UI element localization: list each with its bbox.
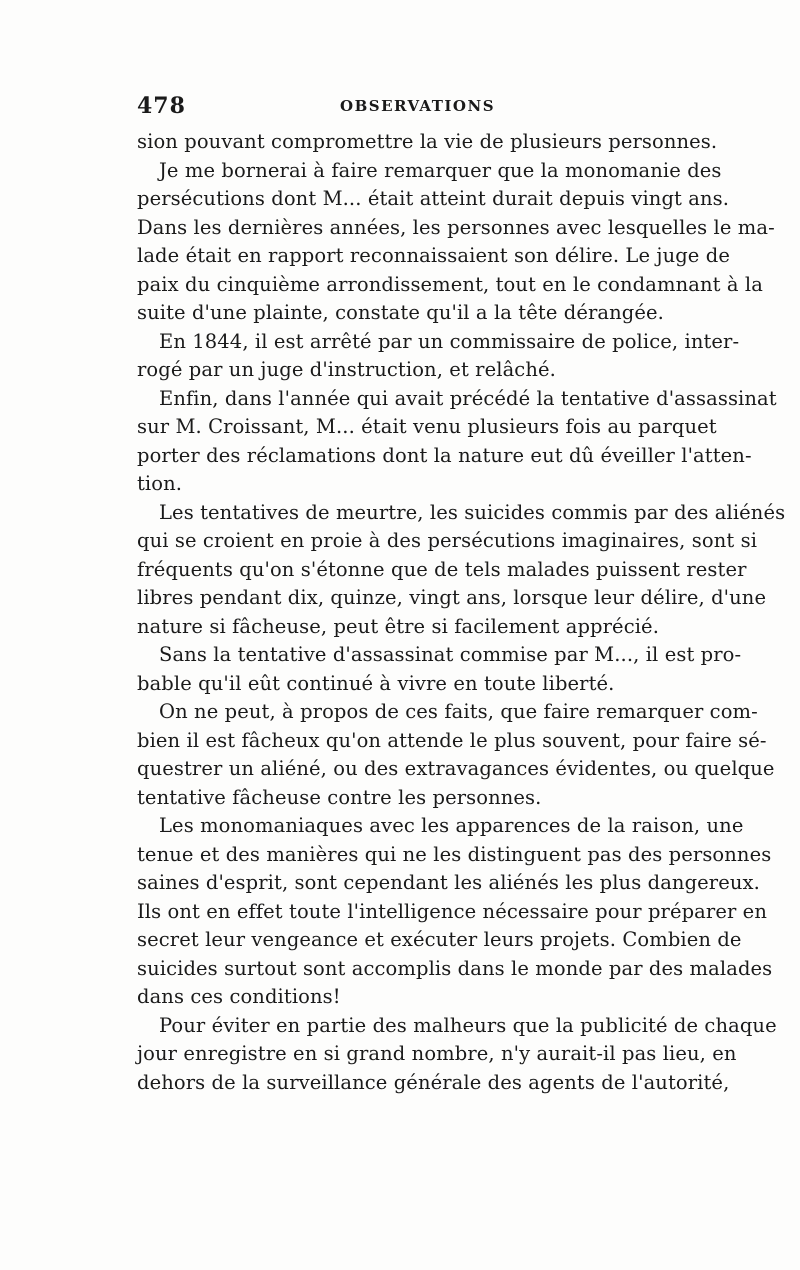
text-line: bien il est fâcheux qu'on attende le plus souvent, pour faire sé- [137, 728, 767, 752]
text-line: Sans la tentative d'assassinat commise par M..., il est pro- [159, 643, 742, 666]
text-line: Dans les dernières années, les personnes avec lesquelles le ma- [137, 215, 775, 239]
text-line: nature si fâcheuse, peut être si facilement apprécié. [137, 614, 659, 638]
text-line: Les monomaniaques avec les apparences de la raison, une [159, 814, 744, 837]
text-line: bable qu'il eût continué à vivre en toute liberté. [137, 671, 615, 695]
text-line: secret leur vengeance et exécuter leurs projets. Combien de [137, 928, 742, 951]
text-line: tentative fâcheuse contre les personnes. [137, 785, 542, 809]
page-number: 478 [137, 93, 186, 119]
text-line: suicides surtout sont accomplis dans le monde par des malades [137, 956, 773, 980]
text-line: libres pendant dix, quinze, vingt ans, lorsque leur délire, d'une [137, 586, 767, 609]
text-line: porter des réclamations dont la nature eut dû éveiller l'atten- [137, 443, 752, 467]
text-line: Enfin, dans l'année qui avait précédé la tentative d'assassinat [159, 386, 777, 410]
text-line: Les tentatives de meurtre, les suicides commis par des aliénés [159, 500, 786, 524]
text-line: tion. [137, 472, 183, 495]
text-line: Pour éviter en partie des malheurs que la publicité de chaque [159, 1013, 777, 1037]
text-line: En 1844, il est arrêté par un commissaire de police, inter- [159, 329, 740, 353]
text-line: fréquents qu'on s'étonne que de tels malades puissent rester [137, 557, 747, 581]
body-text [137, 128, 786, 1097]
text-line: dans ces conditions! [137, 985, 341, 1008]
text-line: saines d'esprit, sont cependant les aliénés les plus dangereux. [137, 871, 760, 894]
text-line: tenue et des manières qui ne les distinguent pas des personnes [137, 842, 772, 866]
text-line: Ils ont en effet toute l'intelligence nécessaire pour préparer en [137, 899, 767, 923]
text-line: dehors de la surveillance générale des agents de l'autorité, [137, 1070, 730, 1094]
running-title: OBSERVATIONS [340, 97, 496, 115]
text-line: sur M. Croissant, M... était venu plusieurs fois au parquet [137, 415, 717, 438]
text-line: suite d'une plainte, constate qu'il a la tête dérangée. [137, 301, 664, 324]
text-line: qui se croient en proie à des persécutions imaginaires, sont si [137, 529, 758, 552]
page-header [137, 93, 677, 119]
text-line: rogé par un juge d'instruction, et relâché. [137, 358, 556, 381]
text-line: paix du cinquième arrondissement, tout en le condamnant à la [137, 272, 763, 296]
text-line: Je me bornerai à faire remarquer que la monomanie des [159, 158, 722, 182]
text-line: persécutions dont M... était atteint durait depuis vingt ans. [137, 187, 730, 210]
text-line: lade était en rapport reconnaissaient son délire. Le juge de [137, 244, 730, 267]
text-line: jour enregistre en si grand nombre, n'y aurait-il pas lieu, en [137, 1042, 737, 1065]
text-line: sion pouvant compromettre la vie de plusieurs personnes. [137, 130, 718, 153]
text-line: On ne peut, à propos de ces faits, que faire remarquer com- [159, 700, 758, 723]
text-line: questrer un aliéné, ou des extravagances évidentes, ou quelque [137, 757, 775, 780]
